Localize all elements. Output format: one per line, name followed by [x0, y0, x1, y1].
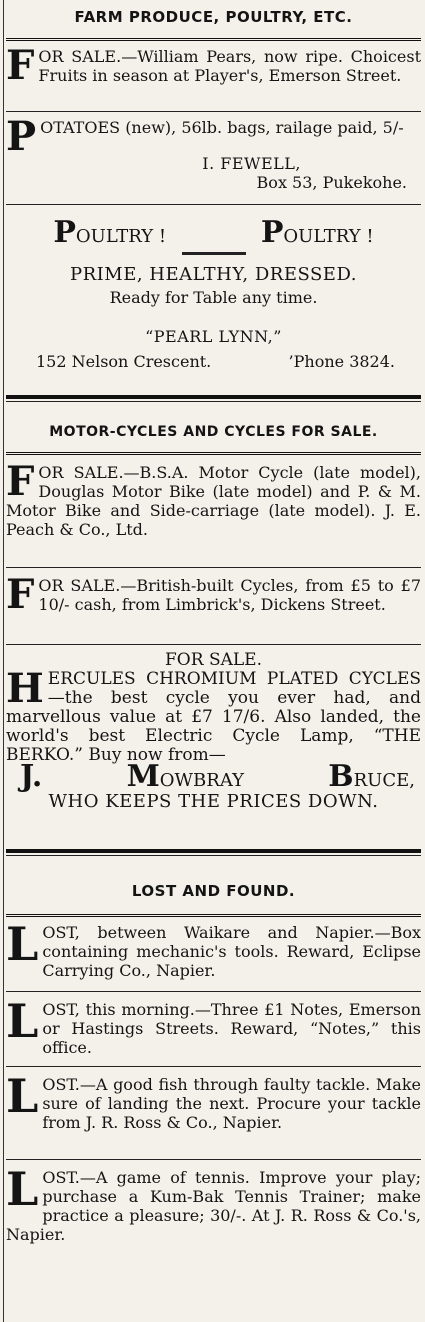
poultry-line1: PRIME, HEALTHY, DRESSED.: [70, 264, 357, 285]
drop-cap: F: [6, 571, 35, 618]
drop-cap: B: [328, 759, 354, 794]
divider: [6, 1159, 421, 1160]
divider: [6, 38, 421, 41]
ad-text: OR SALE.—William Pears, now ripe. Choicest Fruits in season at Player's, Emerson Street.: [38, 47, 421, 85]
drop-cap: F: [6, 42, 35, 89]
ad-poultry: [6, 205, 421, 393]
ad-text: ERCULES CHROMIUM PLATED CYCLES—the best cycle you ever had, and marvellous value at £7 17/6. Also landed, the world's best Electric Cycle Lamp, “THE BERKO.” Buy now from—: [6, 669, 421, 765]
poultry-name: “PEARL LYNN,”: [145, 327, 282, 346]
ad-signature-name: I. FEWELL,: [202, 154, 301, 173]
ad-signature-address: Box 53, Pukekohe.: [256, 173, 407, 192]
ad-text: OR SALE.—British-built Cycles, from £5 to £7 10/- cash, from Limbrick's, Dickens Street.: [38, 576, 421, 614]
drop-cap: L: [6, 994, 39, 1048]
seller-surname-rest: RUCE,: [353, 770, 415, 791]
poultry-word: OULTRY !: [283, 226, 374, 247]
drop-cap: P: [260, 215, 284, 250]
seller-initial: J.: [20, 759, 43, 794]
ad-lost-notes: [6, 994, 421, 1058]
divider: [6, 1066, 421, 1067]
section-divider: [6, 395, 421, 399]
short-rule: [182, 252, 246, 255]
seller-surname: [328, 759, 415, 794]
ad-text: OST.—A good fish through faulty tackle. Make sure of landing the next. Procure your tackle from J. R. Ross & Co., Napier.: [42, 1075, 421, 1132]
ad-text: OST, this morning.—Three £1 Notes, Emerson or Hastings Streets. Reward, “Notes,” this office.: [42, 1000, 421, 1057]
drop-cap: L: [6, 1069, 39, 1123]
divider: [6, 991, 421, 992]
drop-cap: P: [6, 113, 37, 160]
poultry-line2: Ready for Table any time.: [109, 288, 318, 307]
ad-text: OST, between Waikare and Napier.—Box containing mechanic's tools. Reward, Eclipse Carrying Co., Napier.: [42, 923, 421, 980]
seller-tagline: WHO KEEPS THE PRICES DOWN.: [48, 791, 379, 812]
divider: [6, 111, 421, 112]
drop-cap: H: [6, 665, 44, 712]
column-left-rule: [3, 0, 4, 1322]
poultry-word: OULTRY !: [75, 226, 167, 247]
ad-lost-tennis: [6, 1162, 421, 1246]
ad-william-pears: [6, 42, 421, 103]
ad-lost-fish: [6, 1069, 421, 1153]
ad-hercules-cycles: [6, 651, 421, 845]
divider: [6, 914, 421, 917]
ad-lost-tools: [6, 917, 421, 983]
ad-text: OST.—A game of tennis. Improve your play; purchase a Kum-Bak Tennis Trainer; make practice a pleasure; 30/-. At J. R. Ross & Co.'s, Napier.: [6, 1168, 421, 1244]
section-divider: [6, 849, 421, 853]
seller-name: [6, 759, 421, 794]
ad-potatoes: [6, 113, 421, 198]
poultry-title-row: [6, 205, 421, 250]
lost-section-heading: LOST AND FOUND.: [131, 882, 296, 900]
drop-cap: L: [6, 917, 39, 971]
divider: [6, 452, 421, 455]
poultry-contact-row: [6, 352, 421, 371]
seller-middle-rest: OWBRAY: [159, 770, 244, 791]
ad-bsa-motor-cycle: [6, 458, 421, 561]
ad-british-cycles: [6, 571, 421, 636]
farm-section-heading: FARM PRODUCE, POULTRY, ETC.: [74, 8, 353, 26]
seller-middle: [126, 759, 244, 794]
drop-cap: M: [126, 759, 160, 794]
divider: [6, 567, 421, 568]
poultry-phone: ’Phone 3824.: [288, 352, 395, 371]
divider: [6, 644, 421, 645]
poultry-address: 152 Nelson Crescent.: [36, 352, 212, 371]
drop-cap: P: [53, 215, 76, 250]
drop-cap: L: [6, 1162, 39, 1216]
ad-title: FOR SALE.: [165, 650, 262, 670]
ad-text: OTATOES (new), 56lb. bags, railage paid, 5/-: [40, 118, 404, 137]
motor-section-heading: MOTOR-CYCLES AND CYCLES FOR SALE.: [49, 424, 378, 440]
poultry-title-right: [261, 215, 374, 250]
ad-text: OR SALE.—B.S.A. Motor Cycle (late model), Douglas Motor Bike (late model) and P. & M. Motor Bike and Side-carriage (late model). J. E. Peach & Co., Ltd.: [6, 463, 421, 539]
poultry-title-left: [53, 215, 166, 250]
drop-cap: F: [6, 458, 35, 505]
